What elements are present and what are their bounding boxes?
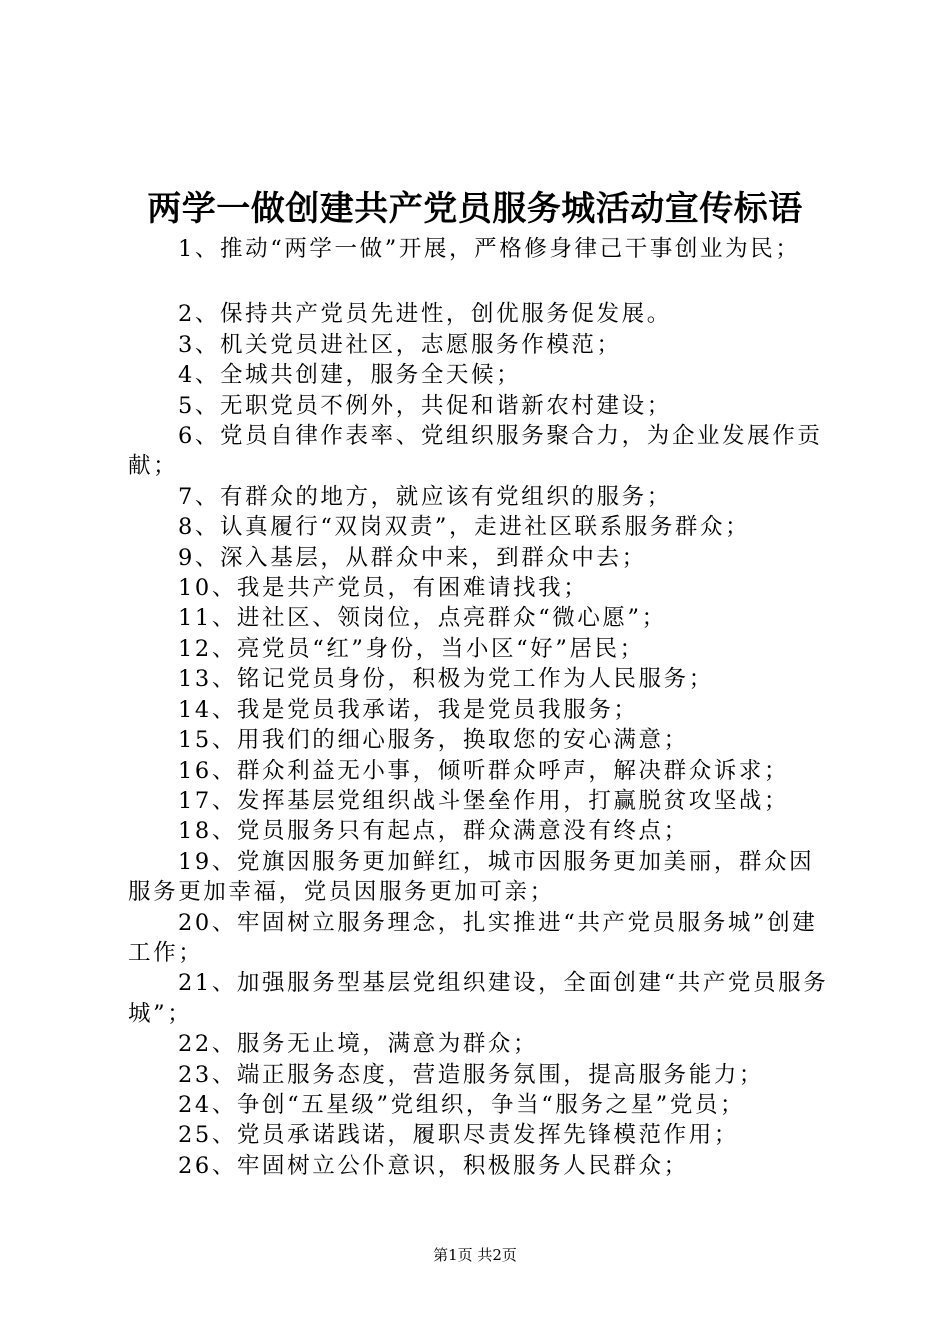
list-item: 11、进社区、领岗位，点亮群众“微心愿”； [178,605,667,632]
list-item: 21、加强服务型基层党组织建设，全面创建“共产党员服务城”； [128,970,829,1027]
list-item: 6、党员自律作表率、党组织服务聚合力，为企业发展作贡献； [128,423,823,480]
list-item: 16、群众利益无小事，倾听群众呼声，解决群众诉求； [178,757,790,784]
list-item: 15、用我们的细心服务，换取您的安心满意； [178,727,689,754]
list-item: 3、机关党员进社区，志愿服务作模范； [178,331,622,358]
list-item: 22、服务无止境，满意为群众； [178,1031,539,1058]
page-number: 第1页 共2页 [433,1246,517,1264]
list-item: 7、有群众的地方，就应该有党组织的服务； [178,483,672,510]
list-item: 1、推动“两学一做”开展，严格修身律己干事创业为民； [178,236,801,262]
list-item: 19、党旗因服务更加鲜红，城市因服务更加美丽，群众因服务更加幸福，党员因服务更加可亲； [128,848,815,906]
list-item: 13、铭记党员身份，积极为党工作为人民服务； [178,666,714,693]
list-item: 2、保持共产党员先进性，创优服务促发展。 [178,301,672,328]
list-item: 12、亮党员“红”身份，当小区“好”居民； [178,635,645,662]
list-item: 20、牢固树立服务理念，扎实推进“共产党员服务城”创建工作； [128,909,818,966]
list-item: 24、争创“五星级”党组织，争当“服务之星”党员； [178,1091,746,1118]
list-item: 4、全城共创建，服务全天候； [178,362,522,389]
list-item: 25、党员承诺践诺，履职尽责发挥先锋模范作用； [178,1122,739,1149]
list-item: 23、端正服务态度，营造服务氛围，提高服务能力； [178,1061,765,1088]
list-item: 18、党员服务只有起点，群众满意没有终点； [178,818,689,845]
slogan-list [128,234,832,1181]
list-item: 10、我是共产党员，有困难请找我； [178,575,589,602]
list-item: 9、深入基层，从群众中来，到群众中去； [178,544,647,571]
page-title: 两学一做创建共产党员服务城活动宣传标语 [147,189,803,229]
list-item: 5、无职党员不例外，共促和谐新农村建设； [178,392,672,419]
list-item: 26、牢固树立公仆意识，积极服务人民群众； [178,1152,689,1179]
list-item: 14、我是党员我承诺，我是党员我服务； [178,696,639,723]
list-item: 17、发挥基层党组织战斗堡垒作用，打赢脱贫攻坚战； [178,787,790,814]
list-item: 8、认真履行“双岗双责”，走进社区联系服务群众； [178,514,751,541]
